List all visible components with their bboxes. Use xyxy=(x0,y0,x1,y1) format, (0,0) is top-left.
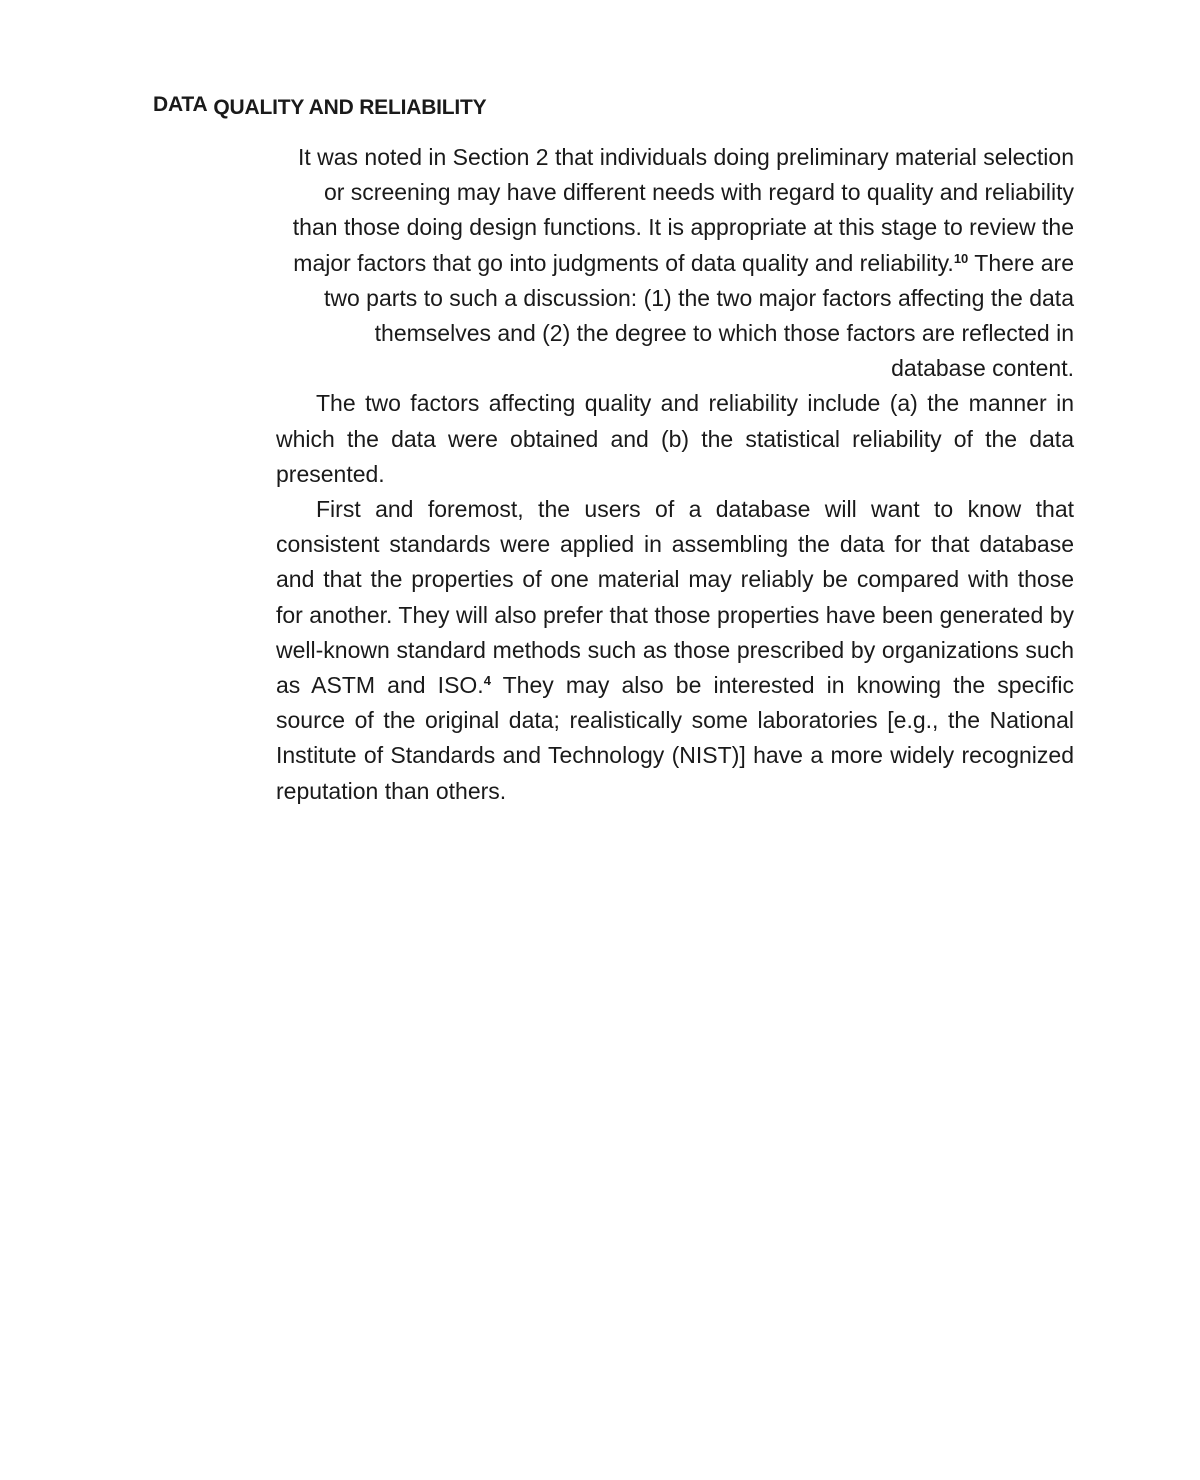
paragraph-intro-text: It was noted in Section 2 that individuals doing preliminary material selection or screening may have different needs with regard to quality and reliability than those doing design functions. It is appropriate at this stage to review the major factors that go into judgments of data quality and reliability. xyxy=(292,144,1074,276)
body-text xyxy=(276,140,1074,809)
footnote-ref-4: 4 xyxy=(483,673,491,689)
heading-rest: QUALITY AND RELIABILITY xyxy=(213,96,487,119)
footnote-ref-10: 10 xyxy=(953,250,969,266)
paragraph-standards-text-cont: They may also be interested in knowing the specific source of the original data; realistically some laboratories [e.g., the National Institute of Standards and Technology (NIST)] have a more widely recognized reputation than others. xyxy=(276,672,1074,804)
paragraph-standards-text: First and foremost, the users of a database will want to know that consistent standards were applied in assembling the data for that database and that the properties of one material may reliably be compared with those for another. They will also prefer that those properties have been generated by well-known standard methods such as those prescribed by organizations such as ASTM and ISO. xyxy=(276,496,1074,699)
paragraph-standards xyxy=(276,492,1074,809)
paragraph-factors xyxy=(276,386,1074,492)
paragraph-intro xyxy=(276,140,1074,386)
heading-word-data: DATA xyxy=(153,93,208,116)
section-heading xyxy=(153,93,487,120)
paragraph-intro-text-cont: There are two parts to such a discussion: (1) the two major factors affecting the data themselves and (2) the degree to which those factors are reflected in database content. xyxy=(323,249,1074,382)
paragraph-factors-text: The two factors affecting quality and reliability include (a) the manner in which the data were obtained and (b) the statistical reliability of the data presented. xyxy=(276,390,1074,487)
